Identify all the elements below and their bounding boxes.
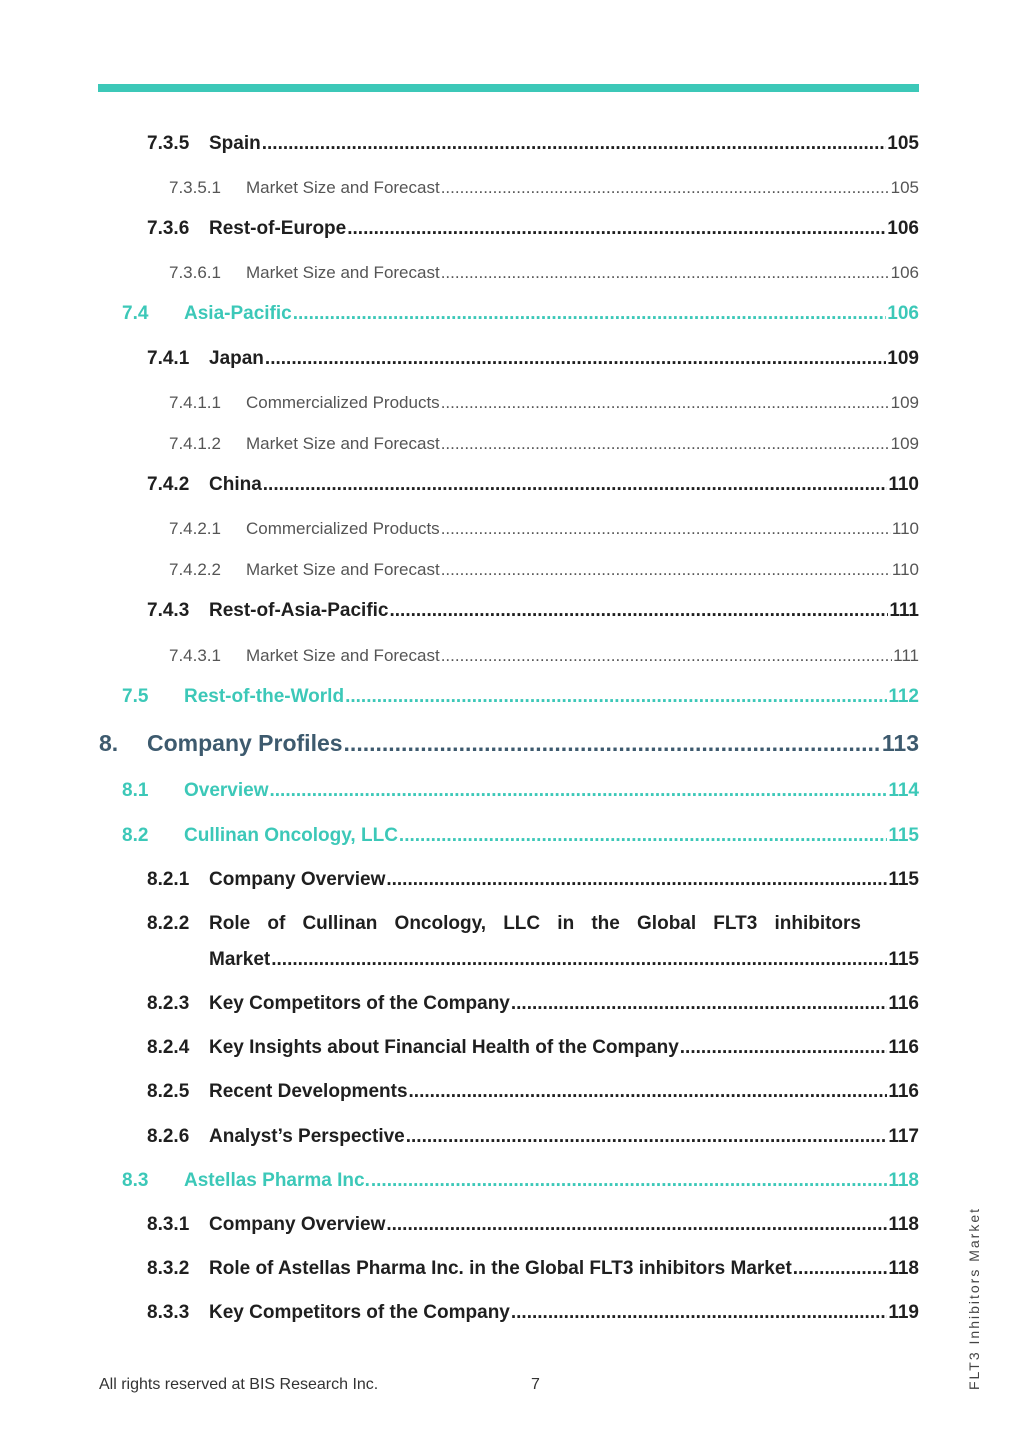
toc-leader xyxy=(263,474,888,496)
toc-number: 7.3.6.1 xyxy=(169,263,221,282)
side-running-title: FLT3 Inhibitors Market xyxy=(966,1206,982,1390)
toc-title: Market Size and Forecast xyxy=(246,263,440,282)
header-accent-rule xyxy=(98,84,919,92)
toc-leader xyxy=(406,1126,888,1148)
toc-leader xyxy=(680,1037,888,1059)
toc-page: 111 xyxy=(889,600,919,621)
toc-entry-8-2-3[interactable] xyxy=(147,993,919,1015)
toc-leader xyxy=(371,1170,887,1192)
toc-number: 8.2.6 xyxy=(147,1126,190,1147)
toc-page: 105 xyxy=(890,178,919,197)
toc-entry-8-3-2[interactable] xyxy=(147,1258,919,1280)
toc-title: Market Size and Forecast xyxy=(246,178,440,197)
toc-entry-8-2-4[interactable] xyxy=(147,1037,919,1059)
toc-title: Rest-of-Asia-Pacific xyxy=(209,600,389,621)
toc-title: Japan xyxy=(209,348,264,369)
toc-page: 115 xyxy=(888,825,919,846)
toc-title: Commercialized Products xyxy=(246,519,440,538)
toc-number: 7.5 xyxy=(122,686,149,707)
toc-entry-8-2-1[interactable] xyxy=(147,869,919,891)
toc-entry-8-2[interactable] xyxy=(122,825,919,847)
toc-leader xyxy=(511,993,887,1015)
toc-page: 111 xyxy=(893,646,919,665)
toc-leader xyxy=(347,218,886,240)
toc-leader xyxy=(441,560,891,580)
toc-title: Key Competitors of the Company xyxy=(209,1302,510,1323)
footer-copyright: All rights reserved at BIS Research Inc. xyxy=(99,1376,379,1393)
toc-page: 118 xyxy=(888,1170,919,1191)
toc-page: 110 xyxy=(888,474,919,495)
toc-number: 8.3 xyxy=(122,1170,149,1191)
toc-page: 113 xyxy=(881,730,919,756)
toc-entry-8-2-2[interactable] xyxy=(147,913,919,973)
toc-number: 7.4.3.1 xyxy=(169,646,221,665)
toc-title: Key Competitors of the Company xyxy=(209,993,510,1014)
toc-leader xyxy=(441,434,890,454)
toc-entry-8-3[interactable] xyxy=(122,1170,919,1192)
toc-title: Market Size and Forecast xyxy=(246,434,440,453)
toc-page: 117 xyxy=(888,1126,919,1147)
toc-title: Market Size and Forecast xyxy=(246,646,440,665)
toc-page: 116 xyxy=(888,993,919,1014)
toc-title: Rest-of-Europe xyxy=(209,218,347,239)
toc-page: 115 xyxy=(888,949,919,970)
toc-entry-7-3-5-1[interactable] xyxy=(169,178,919,198)
toc-title: Company Profiles xyxy=(147,730,343,756)
toc-title: Spain xyxy=(209,133,261,154)
toc-leader xyxy=(386,1214,887,1236)
toc-page: 110 xyxy=(891,560,919,579)
toc-entry-7-4-1-1[interactable] xyxy=(169,393,919,413)
toc-leader xyxy=(409,1081,888,1103)
toc-number: 8.2.4 xyxy=(147,1037,190,1058)
toc-title: Key Insights about Financial Health of the Company xyxy=(209,1037,679,1058)
toc-number: 8.3.2 xyxy=(147,1258,190,1279)
toc-leader xyxy=(262,133,887,155)
toc-page: 112 xyxy=(888,686,919,707)
toc-page: 109 xyxy=(890,434,919,453)
toc-entry-7-3-6-1[interactable] xyxy=(169,263,919,283)
toc-title: Overview xyxy=(184,780,269,801)
toc-number: 8.3.3 xyxy=(147,1302,190,1323)
toc-entry-8-3-1[interactable] xyxy=(147,1214,919,1236)
toc-title: Rest-of-the-World xyxy=(184,686,345,707)
toc-number: 7.3.5 xyxy=(147,133,190,154)
toc-title-continued: Market xyxy=(209,949,271,970)
toc-number: 8.1 xyxy=(122,780,149,801)
toc-leader xyxy=(386,869,887,891)
toc-leader xyxy=(441,646,892,666)
toc-number: 7.4.1.1 xyxy=(169,393,221,412)
toc-entry-8-1[interactable] xyxy=(122,780,919,802)
toc-number: 7.4.3 xyxy=(147,600,190,621)
toc-page: 105 xyxy=(887,133,919,154)
toc-entry-7-4-2[interactable] xyxy=(147,474,919,496)
toc-page: 106 xyxy=(890,263,919,282)
toc-title: China xyxy=(209,474,262,495)
toc-page: 118 xyxy=(888,1258,919,1279)
toc-number: 7.3.6 xyxy=(147,218,190,239)
toc-page: 118 xyxy=(888,1214,919,1235)
toc-title: Role of Cullinan Oncology, LLC in the Global FLT3 inhibitors xyxy=(209,913,861,934)
toc-number: 7.4.2 xyxy=(147,474,190,495)
toc-number: 8.3.1 xyxy=(147,1214,190,1235)
footer-page-number: 7 xyxy=(531,1376,540,1393)
toc-entry-7-4-2-1[interactable] xyxy=(169,519,919,539)
toc-leader xyxy=(441,519,891,539)
toc-leader xyxy=(441,178,890,198)
toc-leader xyxy=(793,1258,888,1280)
toc-leader xyxy=(344,730,881,757)
toc-number: 8.2.2 xyxy=(147,913,190,934)
toc-entry-7-3-6[interactable] xyxy=(147,218,919,240)
toc-entry-8-2-5[interactable] xyxy=(147,1081,919,1103)
toc-entry-7-4-3-1[interactable] xyxy=(169,646,919,666)
toc-number: 7.4 xyxy=(122,303,149,324)
toc-page: 106 xyxy=(887,218,919,239)
toc-title: Company Overview xyxy=(209,869,386,890)
toc-title: Company Overview xyxy=(209,1214,386,1235)
toc-number: 7.3.5.1 xyxy=(169,178,221,197)
toc-page: 119 xyxy=(888,1302,919,1323)
toc-number: 8. xyxy=(99,730,119,756)
toc-title: Commercialized Products xyxy=(246,393,440,412)
toc-entry-7-4[interactable] xyxy=(122,303,919,325)
toc-leader xyxy=(441,393,890,413)
toc-leader xyxy=(511,1302,887,1324)
toc-page: 106 xyxy=(887,303,919,324)
toc-number: 7.4.2.1 xyxy=(169,519,221,538)
toc-entry-8-3-3[interactable] xyxy=(147,1302,919,1324)
toc-page: 109 xyxy=(887,348,919,369)
toc-page: 114 xyxy=(888,780,919,801)
toc-leader xyxy=(390,600,889,622)
toc-page: 116 xyxy=(888,1081,919,1102)
toc-entry-8-2-6[interactable] xyxy=(147,1126,919,1148)
toc-title: Recent Developments xyxy=(209,1081,408,1102)
toc-page: 116 xyxy=(888,1037,919,1058)
toc-entry-7-4-1-2[interactable] xyxy=(169,434,919,454)
toc-leader xyxy=(293,303,887,325)
toc-number: 8.2 xyxy=(122,825,149,846)
toc-entry-7-4-1[interactable] xyxy=(147,348,919,370)
toc-number: 8.2.5 xyxy=(147,1081,190,1102)
toc-leader xyxy=(441,263,890,283)
toc-page: 110 xyxy=(891,519,919,538)
toc-number: 7.4.1.2 xyxy=(169,434,221,453)
toc-leader xyxy=(265,348,886,370)
toc-entry-7-4-3[interactable] xyxy=(147,600,919,622)
toc-title: Astellas Pharma Inc. xyxy=(184,1170,370,1191)
toc-title: Analyst’s Perspective xyxy=(209,1126,405,1147)
toc-entry-7-3-5[interactable] xyxy=(147,133,919,155)
toc-leader xyxy=(345,686,887,708)
toc-entry-chapter-8[interactable] xyxy=(99,730,919,757)
toc-number: 7.4.2.2 xyxy=(169,560,221,579)
toc-leader xyxy=(271,949,887,971)
toc-page: 109 xyxy=(890,393,919,412)
toc-leader xyxy=(399,825,887,847)
toc-leader xyxy=(270,780,888,802)
toc-entry-7-4-2-2[interactable] xyxy=(169,560,919,580)
toc-title: Role of Astellas Pharma Inc. in the Global FLT3 inhibitors Market xyxy=(209,1258,792,1279)
toc-page: 115 xyxy=(888,869,919,890)
toc-title: Asia-Pacific xyxy=(184,303,292,324)
toc-title: Market Size and Forecast xyxy=(246,560,440,579)
toc-number: 8.2.3 xyxy=(147,993,190,1014)
toc-number: 8.2.1 xyxy=(147,869,190,890)
toc-title: Cullinan Oncology, LLC xyxy=(184,825,398,846)
toc-number: 7.4.1 xyxy=(147,348,190,369)
toc-entry-7-5[interactable] xyxy=(122,686,919,708)
